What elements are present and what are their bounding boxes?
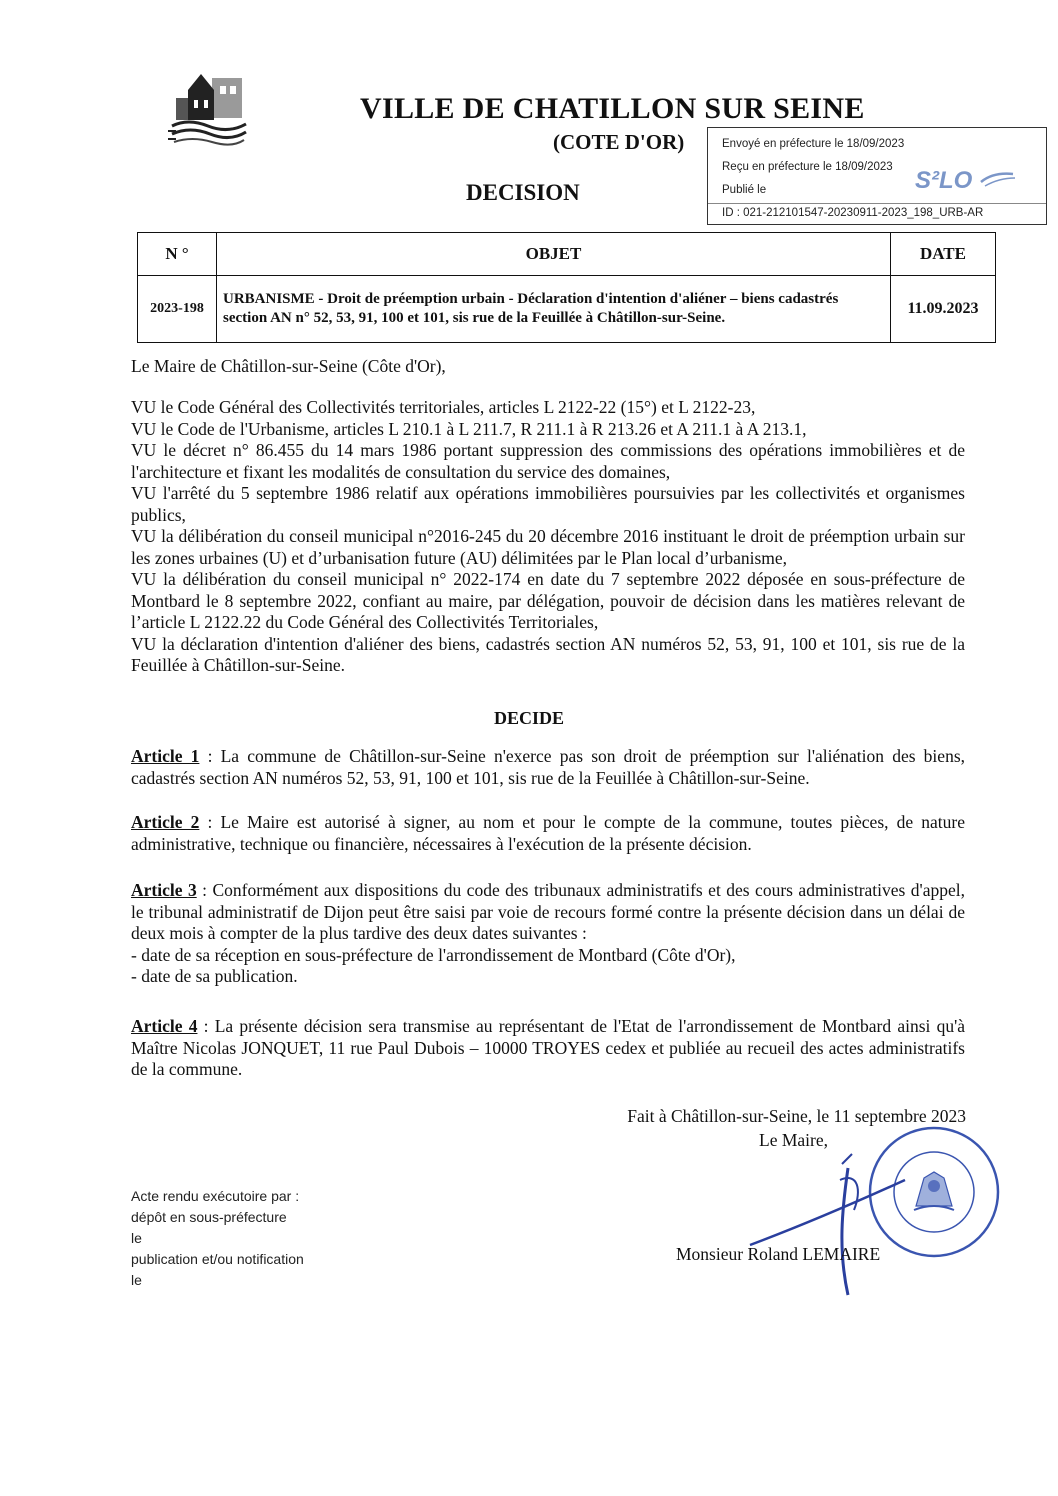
intro-line: Le Maire de Châtillon-sur-Seine (Côte d'Or), <box>131 356 446 376</box>
executory-line: le <box>131 1272 142 1288</box>
article-label: Article 3 <box>131 880 197 900</box>
consideration-item: VU la délibération du conseil municipal n° 2022-174 en date du 7 septembre 2022 déposée en sous-préfecture de Montbard le 8 septembre 2022, confiant au maire, par délégation, pouvoir de décision dans les matières relevant de l’article L 2122.22 du Code Général des Collectivités Territoriales, <box>131 569 965 632</box>
handwritten-signature-icon <box>730 1150 930 1300</box>
article-item: - date de sa publication. <box>131 966 298 986</box>
consideration-item: VU le décret n° 86.455 du 14 mars 1986 portant suppression des commissions des opérations immobilières et de l'architecture et fixant les modalités de consultation du service des domaines, <box>131 440 965 482</box>
article-2 <box>131 812 965 855</box>
article-text: : Le Maire est autorisé à signer, au nom et pour le compte de la commune, toutes pièces, de nature administrative, technique ou financière, nécessaires à l'exécution de la présente décision. <box>131 812 965 854</box>
s2lo-logo-icon <box>913 164 1018 194</box>
article-item: - date de sa réception en sous-préfecture de l'arrondissement de Montbard (Côte d'Or), <box>131 944 736 965</box>
consideration-item: VU le Code Général des Collectivités territoriales, articles L 2122-22 (15°) et L 2122-23, <box>131 397 756 417</box>
article-text: : La commune de Châtillon-sur-Seine n'exerce pas son droit de préemption sur l'aliénation des biens, cadastrés section AN numéros 52, 53, 91, 100 et 101, sis rue de la Feuillée à Châtillon-sur-Seine. <box>131 746 965 788</box>
decision-number: 2023-198 <box>138 276 217 343</box>
decision-object: URBANISME - Droit de préemption urbain - Déclaration d'intention d'aliéner – biens cadastrés section AN n° 52, 53, 91, 100 et 101, sis rue de la Feuillée à Châtillon-sur-Seine. <box>217 276 891 343</box>
consideration-item: VU le Code de l'Urbanisme, articles L 210.1 à L 211.7, R 211.1 à R 213.26 et A 211.1 à A 213.1, <box>131 418 807 439</box>
header-date: DATE <box>891 233 996 276</box>
consideration-item: VU la déclaration d'intention d'aliéner des biens, cadastrés section AN numéros 52, 53, 91, 100 et 101, sis rue de la Feuillée à Châtillon-sur-Seine. <box>131 633 965 675</box>
page-title: VILLE DE CHATILLON SUR SEINE <box>360 92 865 125</box>
article-label: Article 2 <box>131 812 200 832</box>
decision-date: 11.09.2023 <box>891 276 996 343</box>
consideration-item: VU la délibération du conseil municipal n°2016-245 du 20 décembre 2016 instituant le droit de préemption urbain sur les zones urbaines (U) et d’urbanisation future (AU) délimitées par le Plan local d’urbanisme, <box>131 526 965 568</box>
decision-table <box>137 232 996 343</box>
stamp-received: Reçu en préfecture le 18/09/2023 <box>722 161 893 173</box>
article-4 <box>131 1016 965 1081</box>
stamp-id: ID : 021-212101547-20230911-2023_198_URB-AR <box>722 207 984 219</box>
table-header-row <box>138 233 996 276</box>
article-1 <box>131 746 965 789</box>
page-subtitle: (COTE D'OR) <box>553 130 685 154</box>
consideration-item: VU l'arrêté du 5 septembre 1986 relatif aux opérations immobilières poursuivies par les collectivités et organismes publics, <box>131 483 965 525</box>
article-3 <box>131 880 965 988</box>
document-type: DECISION <box>466 180 580 205</box>
s2lo-brand: S²LO <box>915 167 973 194</box>
town-logo-icon <box>168 72 250 150</box>
executory-line: Acte rendu exécutoire par : <box>131 1188 300 1204</box>
header-number: N ° <box>138 233 217 276</box>
decide-heading: DECIDE <box>493 708 564 728</box>
executory-line: le <box>131 1230 142 1246</box>
article-label: Article 1 <box>131 746 200 766</box>
signer-role: Le Maire, <box>759 1130 828 1150</box>
prefecture-stamp <box>707 127 1047 225</box>
article-text: : La présente décision sera transmise au représentant de l'Etat de l'arrondissement de Montbard ainsi qu'à Maître Nicolas JONQUET, 11 rue Paul Dubois – 10000 TROYES cedex et publiée au recueil des actes administratifs de la commune. <box>131 1016 965 1079</box>
place-date: Fait à Châtillon-sur-Seine, le 11 septembre 2023 <box>627 1106 966 1126</box>
executory-line: dépôt en sous-préfecture <box>131 1209 287 1225</box>
considerations-list <box>131 397 965 677</box>
header-object: OBJET <box>217 233 891 276</box>
stamp-divider <box>708 203 1046 204</box>
article-text: : Conformément aux dispositions du code des tribunaux administratifs et des cours administratives d'appel, le tribunal administratif de Dijon peut être saisi par voie de recours formé contre la présente décision dans un délai de deux mois à compter de la plus tardive des deux dates suivantes : <box>131 880 965 943</box>
executory-line: publication et/ou notification <box>131 1251 304 1267</box>
article-label: Article 4 <box>131 1016 198 1036</box>
stamp-sent: Envoyé en préfecture le 18/09/2023 <box>722 138 905 150</box>
signer-name: Monsieur Roland LEMAIRE <box>676 1244 881 1264</box>
stamp-published: Publié le <box>722 184 767 196</box>
table-row <box>138 276 996 343</box>
executory-notice <box>131 1186 304 1291</box>
